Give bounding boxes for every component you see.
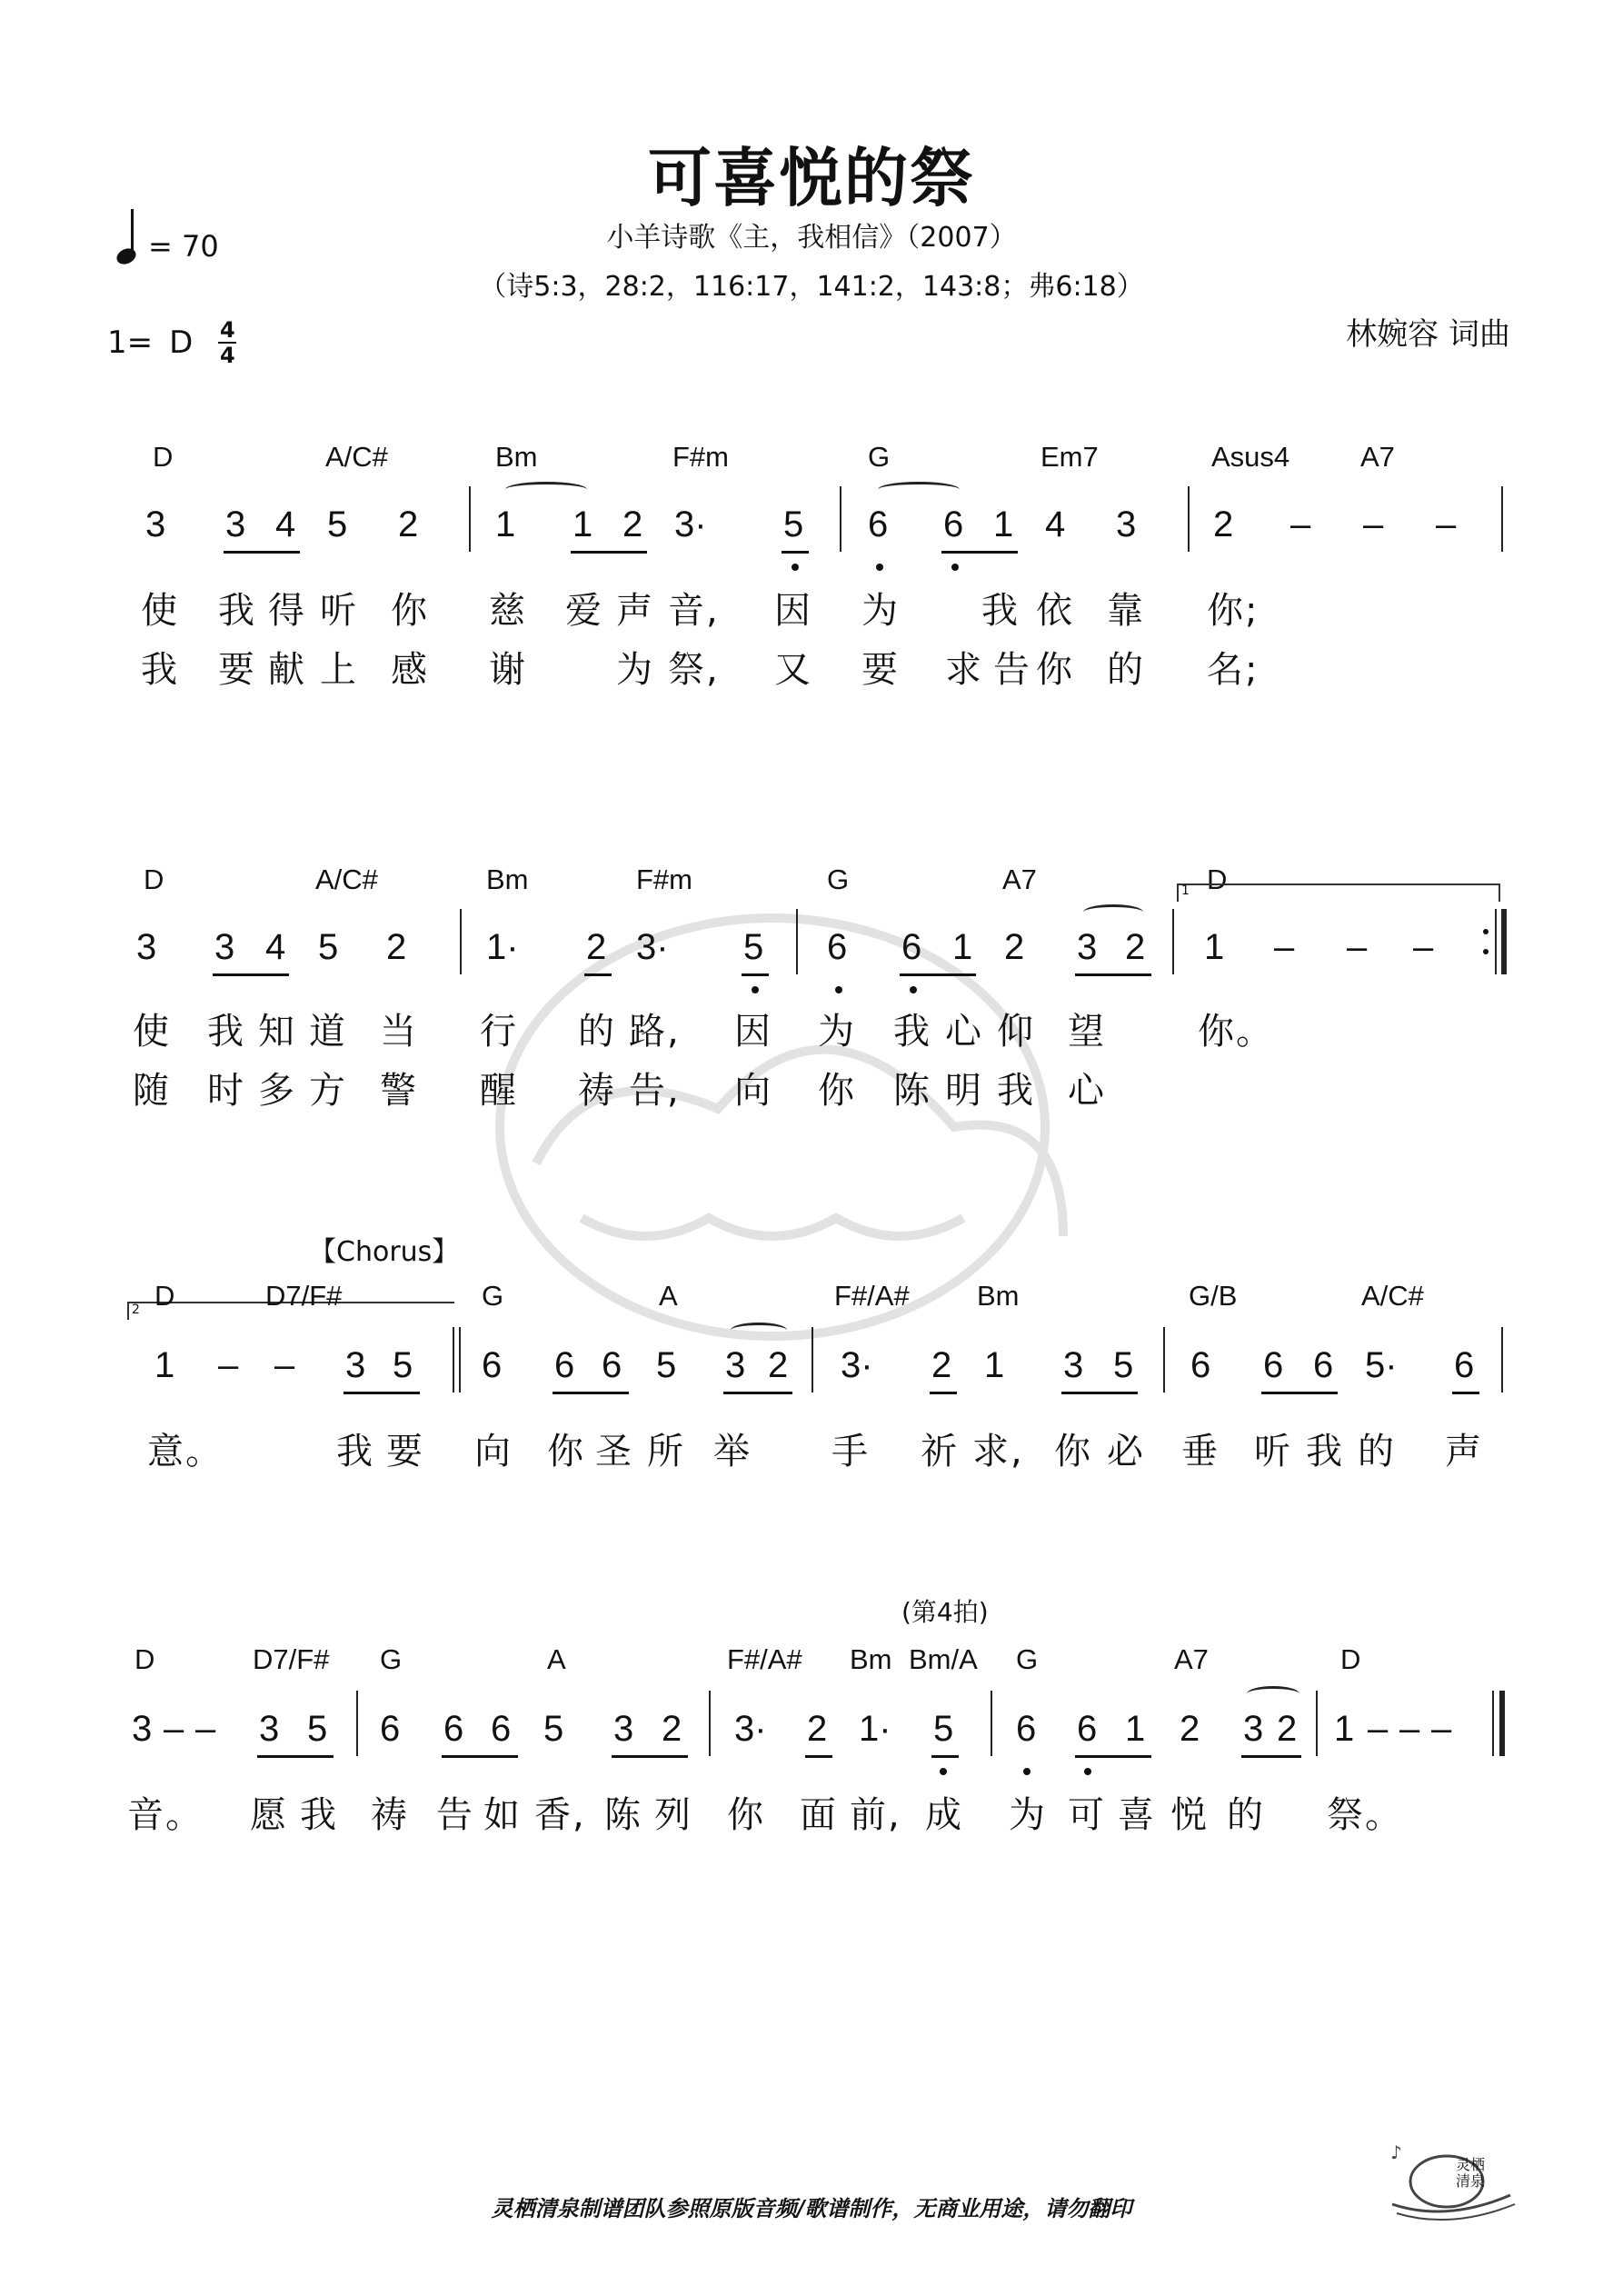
lyric: 又 [774,649,812,691]
slur [1247,1686,1299,1702]
beam [805,1755,832,1758]
note: 3 [613,1709,634,1749]
note: 5 [318,927,339,967]
volta-number: 1 [1181,883,1190,898]
lyric: 要 [386,1431,424,1472]
note: 4 [265,927,286,967]
note: 3· [674,504,707,544]
chord: G [482,1280,504,1312]
lyric: 愿 [250,1794,288,1836]
note: 1· [859,1709,891,1749]
lyric: 慈 [489,590,527,632]
octave-dot [835,986,842,993]
note: 3 [136,927,157,967]
logo [1383,2141,1519,2222]
lyric: 行 [480,1011,518,1053]
note: 2 [386,927,407,967]
barline [1501,486,1503,552]
note: 3 [259,1709,280,1749]
lyric: 向 [474,1431,513,1472]
lyric: 陈 [604,1794,642,1836]
lyric: 要 [218,649,256,691]
lyric: 我 [893,1011,931,1053]
lyric: 喜 [1118,1794,1156,1836]
note: 3 [225,504,246,544]
lyric: 告, [629,1070,681,1112]
chord: Em7 [1041,441,1099,473]
lyric: 依 [1036,590,1074,632]
note: 6 [602,1345,622,1385]
beam [1241,1755,1301,1758]
chord: D [144,863,164,895]
chord: A [547,1643,566,1675]
lyric: 上 [320,649,358,691]
note: 2 [768,1345,789,1385]
note: – [1436,504,1457,544]
note: 2 [622,504,643,544]
svg-text:♪: ♪ [1390,2141,1402,2163]
beam [553,1392,629,1394]
slur [731,1323,787,1338]
barline [469,486,471,552]
lyric: 要 [861,649,900,691]
note: 4 [275,504,296,544]
lyric: 我 [300,1794,338,1836]
lyric: 心 [945,1011,983,1053]
lyric: 如 [483,1794,522,1836]
beam [224,551,300,554]
note: 1 [495,504,516,544]
lyric: 的 [1227,1794,1265,1836]
note: 2 [586,927,607,967]
chord: A7 [1360,441,1395,473]
copyright-note: 灵栖清泉制谱团队参照原版音频/歌谱制作，无商业用途，请勿翻印 [491,2195,1132,2221]
note: 1 [993,504,1014,544]
octave-dot [1084,1768,1091,1775]
beam [1261,1392,1338,1394]
beam [213,973,289,976]
chord: A7 [1002,863,1037,895]
note: 5 [393,1345,413,1385]
lyric: 听 [1254,1431,1292,1472]
lyric: 求, [972,1431,1024,1472]
note: – [1413,927,1434,967]
lyric: 你 [818,1070,856,1112]
beam [931,1755,959,1758]
note: 6 [1313,1345,1334,1385]
lyric: 听 [320,590,358,632]
note: – [274,1345,295,1385]
lyric: 列 [654,1794,692,1836]
beam [442,1755,518,1758]
chord: D [154,1280,175,1312]
lyric: 警 [380,1070,418,1112]
logo-text: 灵栖清泉 [1456,2156,1486,2190]
lyric: 成 [925,1794,963,1836]
note: 1 [573,504,593,544]
lyric: 你 [547,1431,585,1472]
lyric: 道 [309,1011,347,1053]
chord: Asus4 [1211,441,1290,473]
note: 3· [841,1345,873,1385]
chord: A [659,1280,678,1312]
lyric: 音。 [127,1794,204,1836]
barline [1495,909,1497,974]
beam [1061,1392,1138,1394]
barline [460,909,462,974]
note: – [1399,1709,1420,1749]
lyric: 我 [1306,1431,1344,1472]
lyric: 面 [800,1794,838,1836]
chord: G [1016,1643,1039,1675]
lyric: 望 [1068,1011,1106,1053]
lyric: 使 [141,590,179,632]
beam [930,1392,957,1394]
note: 6 [443,1709,464,1749]
scripture-refs: （诗5:3，28:2，116:17，141:2，143:8；弗6:18） [479,271,1144,303]
barline [453,1327,454,1393]
lyric: 声 [1445,1431,1483,1472]
beam [1075,973,1151,976]
note: 1 [1334,1709,1355,1749]
note: 2 [1213,504,1234,544]
note: – [164,1709,184,1749]
chord: D [1207,863,1228,895]
lyric: 为 [1009,1794,1047,1836]
note: 3 [145,504,166,544]
lyric: 声 [616,590,654,632]
note: – [1274,927,1295,967]
chord: F#/A# [727,1643,802,1675]
note: – [1368,1709,1389,1749]
note: – [1363,504,1384,544]
note: 6 [1077,1709,1098,1749]
note: 1 [1125,1709,1146,1749]
note: 2 [662,1709,682,1749]
lyric: 告 [993,649,1031,691]
subtitle: 小羊诗歌《主，我相信》（2007） [606,222,1017,254]
note: 2 [1125,927,1146,967]
time-signature [218,317,236,368]
lyric: 靠 [1107,590,1145,632]
lyric: 意。 [147,1431,224,1472]
repeat-dot [1483,929,1489,934]
barline [1501,1327,1503,1393]
chord: Bm/A [909,1643,978,1675]
lyric: 香, [534,1794,586,1836]
lyric: 你 [1054,1431,1092,1472]
lyric: 为 [616,649,654,691]
lyric: 可 [1068,1794,1106,1836]
lyric: 为 [861,590,900,632]
note: 3 [345,1345,366,1385]
chord: Bm [486,863,529,895]
lyric: 我 [207,1011,245,1053]
lyric: 的 [578,1011,616,1053]
lyric: 得 [268,590,306,632]
note: 3 [1116,504,1137,544]
double-barline [459,1327,461,1393]
lyric: 我 [218,590,256,632]
lyric: 必 [1107,1431,1145,1472]
note: 6 [554,1345,575,1385]
beam [584,973,612,976]
lyric: 悦 [1170,1794,1209,1836]
note: 5 [327,504,348,544]
lyric: 谢 [489,649,527,691]
lyric: 我 [981,590,1020,632]
note: 2 [1004,927,1025,967]
lyric: 知 [258,1011,296,1053]
barline [796,909,798,974]
lyric: 所 [647,1431,685,1472]
barline [1163,1327,1165,1393]
note: 5 [783,504,804,544]
note: 6 [943,504,964,544]
chord: D [134,1643,155,1675]
note: 6 [827,927,848,967]
lyric: 音, [668,590,720,632]
lyric: 方 [309,1070,347,1112]
repeat-end-barline [1501,909,1507,974]
chord: D7/F# [253,1643,330,1675]
note: 6 [868,504,889,544]
note: 1 [984,1345,1005,1385]
volta-bracket [1177,883,1500,902]
time-top: 4 [219,317,235,343]
note: – [1290,504,1311,544]
beam [612,1755,688,1758]
lyric: 祈 [921,1431,959,1472]
barline [840,486,841,552]
octave-dot [752,986,759,993]
lyric: 多 [258,1070,296,1112]
beam [782,551,809,554]
lyric: 手 [831,1431,870,1472]
chord: F#m [636,863,692,895]
chorus-label: 【Chorus】 [309,1236,460,1268]
lyric: 路, [629,1011,681,1053]
note: 2 [1180,1709,1200,1749]
lyric: 告 [436,1794,474,1836]
final-barline [1499,1691,1505,1756]
note: 1 [952,927,973,967]
lyric: 你 [391,590,429,632]
slur [505,482,587,497]
beam [742,973,769,976]
note: 5 [933,1709,954,1749]
lyric: 的 [1358,1431,1396,1472]
chord: G [827,863,850,895]
beam [941,551,1018,554]
note: – [195,1709,216,1749]
note: 3 [725,1345,746,1385]
beam [723,1392,792,1394]
lyric: 当 [380,1011,418,1053]
barline [1188,486,1190,552]
chord: D [153,441,174,473]
author: 林婉容 词曲 [1346,316,1510,353]
note: 1 [1204,927,1225,967]
lyric: 我 [141,649,179,691]
lyric: 我 [336,1431,374,1472]
volta-number: 2 [132,1303,140,1317]
beam [344,1392,420,1394]
key-name: D [169,324,194,361]
lyric: 求 [945,649,983,691]
lyric: 向 [734,1070,772,1112]
note: 2 [398,504,419,544]
lyric: 明 [945,1070,983,1112]
note: 2 [1277,1709,1298,1749]
note: 6 [491,1709,512,1749]
beat-annotation: (第4拍) [901,1597,989,1627]
barline [812,1327,813,1393]
note: 3· [734,1709,767,1749]
lyric: 因 [734,1011,772,1053]
chord: A/C# [325,441,388,473]
lyric: 陈 [893,1070,931,1112]
note: 2 [931,1345,952,1385]
note: 3· [636,927,669,967]
chord: F#m [672,441,729,473]
lyric: 醒 [480,1070,518,1112]
chord: G [868,441,891,473]
note: 3 [1243,1709,1264,1749]
note: 6 [1016,1709,1037,1749]
octave-dot [1023,1768,1031,1775]
lyric: 你。 [1198,1011,1274,1053]
barline [1172,909,1174,974]
note: 6 [1454,1345,1475,1385]
note: 6 [1190,1345,1211,1385]
song-title: 可喜悦的祭 [648,141,975,215]
octave-dot [951,564,959,571]
lyric: 祭。 [1327,1794,1403,1836]
beam [571,551,647,554]
lyric: 祭, [668,649,720,691]
lyric: 时 [207,1070,245,1112]
note: 3 [132,1709,153,1749]
barline [356,1691,358,1756]
lyric: 感 [391,649,429,691]
lyric: 圣 [595,1431,633,1472]
note: – [1347,927,1368,967]
lyric: 名; [1207,649,1260,691]
lyric: 的 [1107,649,1145,691]
note: 5 [743,927,764,967]
note: 6 [380,1709,401,1749]
chord: Bm [495,441,538,473]
lyric: 仰 [997,1011,1035,1053]
chord: Bm [850,1643,892,1675]
lyric: 心 [1068,1070,1106,1112]
lyric: 你 [727,1794,765,1836]
note: – [218,1345,239,1385]
tempo-value: = 70 [148,229,219,264]
lyric: 前, [850,1794,901,1836]
note: 5 [543,1709,564,1749]
lyric: 献 [268,649,306,691]
sheep-logo-icon [1383,2141,1519,2222]
slur [878,482,960,497]
beam [1075,1755,1151,1758]
note: 3 [214,927,235,967]
chord: Bm [977,1280,1020,1312]
lyric: 随 [133,1070,171,1112]
lyric: 垂 [1181,1431,1220,1472]
note: 6 [482,1345,503,1385]
chord: D7/F# [265,1280,343,1312]
chord: A/C# [1361,1280,1424,1312]
slur [1083,904,1143,920]
repeat-dot [1483,949,1489,954]
chord: F#/A# [834,1280,910,1312]
beam [900,973,976,976]
note: – [1431,1709,1452,1749]
key-signature [107,317,236,368]
note: 5· [1365,1345,1398,1385]
lyric: 因 [774,590,812,632]
note: 5 [307,1709,328,1749]
lyric: 祷 [578,1070,616,1112]
barline [1316,1691,1318,1756]
lyric: 祷 [371,1794,409,1836]
lyric: 爱 [565,590,603,632]
note: 3 [1063,1345,1084,1385]
octave-dot [910,986,917,993]
note: 3 [1077,927,1098,967]
note: 1· [486,927,519,967]
note: 6 [901,927,922,967]
octave-dot [792,564,799,571]
beam [257,1755,334,1758]
chord: G [380,1643,403,1675]
chord: A/C# [315,863,378,895]
note: 5 [1113,1345,1134,1385]
time-bottom: 4 [219,343,235,368]
lyric: 举 [713,1431,752,1472]
lyric: 使 [133,1011,171,1053]
lyric: 为 [818,1011,856,1053]
note: 4 [1045,504,1066,544]
chord: G/B [1189,1280,1238,1312]
barline [991,1691,992,1756]
lyric: 你 [1036,649,1074,691]
note: 5 [656,1345,677,1385]
octave-dot [940,1768,947,1775]
note: 1 [154,1345,175,1385]
chord: D [1340,1643,1361,1675]
key-prefix: 1= [107,324,154,361]
note: 6 [1263,1345,1284,1385]
chord: A7 [1174,1643,1209,1675]
barline [709,1691,711,1756]
octave-dot [876,564,883,571]
lyric: 你; [1207,590,1260,632]
note: 2 [807,1709,828,1749]
lyric: 我 [997,1070,1035,1112]
barline [1492,1691,1494,1756]
beam [1452,1392,1479,1394]
